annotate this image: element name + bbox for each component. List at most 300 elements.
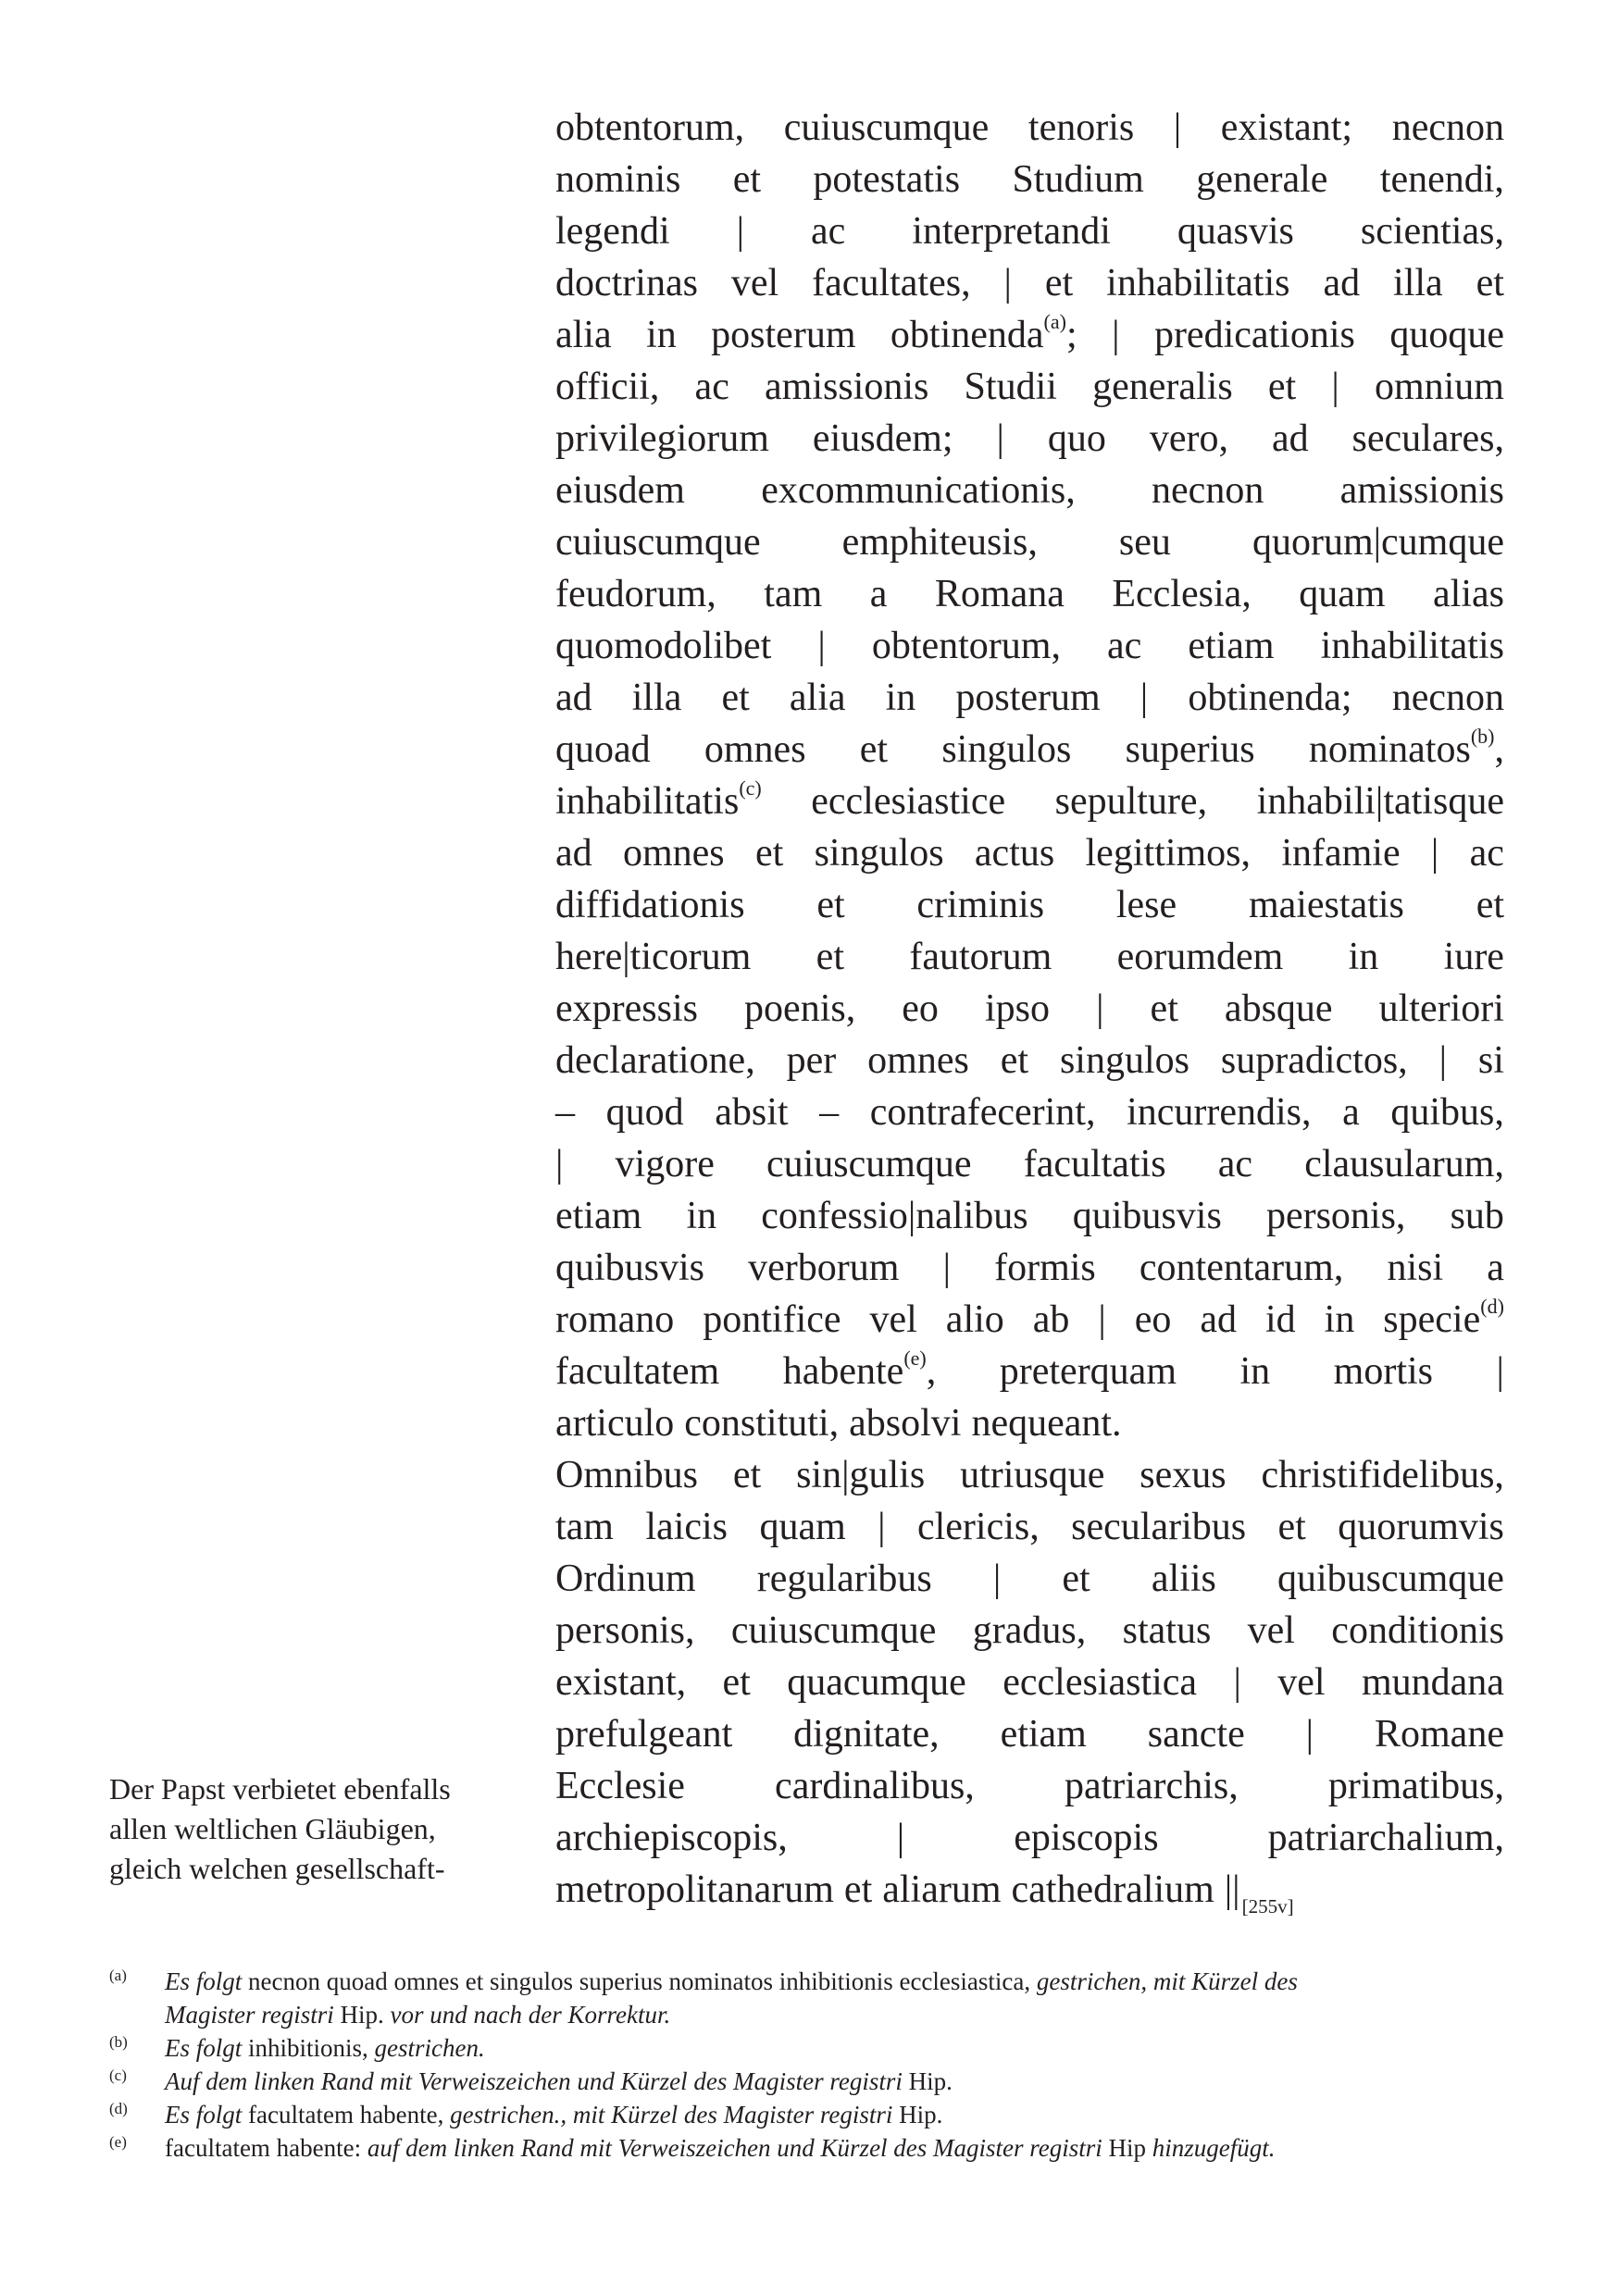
word: et — [816, 884, 845, 926]
word: a — [1487, 1247, 1504, 1289]
footnote — [109, 2098, 1526, 2131]
word: clausularum, — [1304, 1143, 1504, 1185]
word: Ordinum — [555, 1558, 696, 1600]
text-line — [555, 1760, 1504, 1812]
footnote-text: Es folgt — [165, 2101, 243, 2128]
word: legendi — [555, 210, 670, 253]
word: quam — [1299, 573, 1386, 615]
word: contentarum, — [1139, 1247, 1344, 1289]
word: necnon — [1152, 469, 1264, 512]
footnote-text: Hip. — [902, 2067, 953, 2095]
word: | — [878, 1506, 886, 1548]
footnote-marker: (a) — [1043, 310, 1066, 333]
word: vel — [730, 262, 779, 304]
word: Ecclesia, — [1112, 573, 1252, 615]
word: et — [732, 158, 762, 201]
word: lese — [1115, 884, 1177, 926]
text-line — [555, 1553, 1504, 1605]
word: confessio|nalibus — [761, 1195, 1028, 1237]
word: doctrinas — [555, 262, 698, 304]
word: | — [992, 1558, 1002, 1600]
word: illa — [631, 676, 682, 719]
word: Romana — [934, 573, 1065, 615]
word: et — [722, 1661, 751, 1704]
word: inhabilitatis — [1106, 262, 1290, 304]
word: quasvis — [1177, 210, 1294, 253]
word: sin|gulis — [796, 1454, 926, 1496]
word: cuiuscumque — [730, 1609, 937, 1652]
word: quibusvis — [1072, 1195, 1222, 1237]
text-line — [555, 309, 1504, 361]
word: vel — [869, 1298, 917, 1341]
word: vel — [1247, 1609, 1295, 1652]
footnote-text: Es folgt — [165, 2034, 243, 2062]
word: $||_{[255v]}$ — [1224, 1868, 1294, 1917]
word: formis — [994, 1247, 1096, 1289]
word: prefulgeant — [555, 1713, 733, 1756]
word: | — [1438, 1039, 1447, 1082]
word: ulteriori — [1378, 987, 1504, 1030]
word: sexus — [1140, 1454, 1227, 1496]
word: mortis — [1333, 1350, 1434, 1393]
footnote — [109, 2031, 1526, 2065]
word: facultates, — [812, 262, 971, 304]
word: | — [996, 417, 1004, 460]
folio-marker: [255v] — [1241, 1895, 1294, 1917]
word: et — [1044, 262, 1074, 304]
word: necnon — [1391, 676, 1504, 719]
word: obtinenda$^{(a)}$; — [890, 310, 1077, 356]
word: et — [859, 728, 889, 771]
word: quacumque — [787, 1661, 966, 1704]
word: expressis — [555, 987, 698, 1030]
footnote-text: Hip — [1102, 2134, 1152, 2162]
word: ad — [555, 832, 592, 875]
word: aliarum — [882, 1868, 1002, 1911]
word: quibuscumque — [1277, 1558, 1504, 1600]
word: quibusvis — [555, 1247, 705, 1289]
word: primatibus, — [1327, 1765, 1504, 1807]
word: et — [1062, 1558, 1090, 1600]
footnote-text: Hip. — [892, 2101, 943, 2128]
footnotes — [109, 1965, 1526, 2165]
word: emphiteusis, — [841, 521, 1038, 564]
word: aliis — [1151, 1558, 1216, 1600]
word: personis, — [1265, 1195, 1406, 1237]
word: quam — [759, 1506, 846, 1548]
word: cuiuscumque — [766, 1143, 972, 1185]
word: in — [1239, 1350, 1271, 1393]
word: incurrendis, — [1127, 1091, 1312, 1134]
word: quibus, — [1390, 1091, 1504, 1134]
word: et — [843, 1868, 873, 1911]
word: eiusdem — [555, 469, 685, 512]
word: articulo — [555, 1402, 675, 1445]
word: feudorum, — [555, 573, 716, 615]
text-line — [555, 1657, 1504, 1708]
word: ipso — [984, 987, 1050, 1030]
text-line — [555, 516, 1504, 568]
text-line — [555, 102, 1504, 154]
word: et — [1267, 366, 1297, 408]
word: Studii — [964, 366, 1057, 408]
footnote-marker: (b) — [1470, 725, 1495, 748]
word: in — [646, 314, 677, 356]
word: specie$^{(d)}$ — [1383, 1295, 1504, 1341]
word: quomodolibet — [555, 625, 772, 667]
word: etiam — [1188, 625, 1275, 667]
word: et — [721, 676, 750, 719]
word: habente$^{(e)}$, — [782, 1347, 937, 1393]
word: Studium — [1012, 158, 1144, 201]
word: dignitate, — [793, 1713, 940, 1756]
word: obtentorum, — [555, 106, 745, 149]
word: a — [869, 573, 888, 615]
word: seculares, — [1351, 417, 1504, 460]
word: amissionis — [1339, 469, 1504, 512]
word: here|ticorum — [555, 936, 752, 978]
word: omnium — [1374, 366, 1504, 408]
word: preterquam — [999, 1350, 1177, 1393]
footnote-text: facultatem habente, — [242, 2101, 451, 2128]
word: omnes — [622, 832, 725, 875]
word: ac — [1106, 625, 1142, 667]
footnote-mark: (d) — [109, 2100, 128, 2117]
word: – — [555, 1091, 575, 1134]
word: | — [817, 625, 826, 667]
word: facultatem — [555, 1350, 720, 1393]
footnote-text: gestrichen. — [374, 2034, 485, 2062]
margin-note-line: Der Papst verbietet ebenfalls — [109, 1772, 451, 1806]
text-line — [555, 1242, 1504, 1294]
footnote-marker: (e) — [903, 1347, 927, 1370]
word: regularibus — [756, 1558, 932, 1600]
word: alio — [945, 1298, 1004, 1341]
footnote-text: Magister registri — [165, 2001, 334, 2029]
word: quoad — [555, 728, 651, 771]
word: laicis — [645, 1506, 729, 1548]
word: infamie — [1281, 832, 1401, 875]
word: nominatos$^{(b)}$, — [1308, 725, 1504, 771]
word: per — [786, 1039, 837, 1082]
word: posterum — [711, 314, 856, 356]
word: fautorum — [909, 936, 1052, 978]
text-line — [555, 1708, 1504, 1760]
word: interpretandi — [912, 210, 1111, 253]
word: verborum — [748, 1247, 900, 1289]
word: personis, — [555, 1609, 695, 1652]
word: eo — [1134, 1298, 1172, 1341]
word: in — [885, 676, 916, 719]
word: patriarchalium, — [1267, 1817, 1504, 1859]
word: iure — [1443, 936, 1504, 978]
word: seu — [1118, 521, 1171, 564]
word: patriarchis, — [1064, 1765, 1239, 1807]
footnote-text: Auf dem linken Rand mit Verweiszeichen und Kürzel des Magister registri — [165, 2067, 903, 2095]
margin-note-line: allen weltlichen Gläubigen, — [109, 1812, 436, 1845]
word: declaratione, — [555, 1039, 755, 1082]
word: | — [1112, 314, 1120, 356]
text-line — [555, 1812, 1504, 1864]
footnote — [109, 2131, 1526, 2165]
word: | — [1096, 987, 1104, 1030]
word: | — [1173, 106, 1182, 149]
word: et — [1277, 1506, 1306, 1548]
word: necnon — [1391, 106, 1504, 149]
word: ac — [1469, 832, 1504, 875]
footnote-text: hinzugefügt. — [1152, 2134, 1276, 2162]
word: | — [1496, 1350, 1504, 1393]
footnote-mark: (a) — [109, 1967, 127, 1984]
word: sancte — [1147, 1713, 1245, 1756]
word: – — [819, 1091, 840, 1134]
word: vigore — [615, 1143, 715, 1185]
word: mundana — [1361, 1661, 1504, 1704]
word: constituti, — [684, 1402, 840, 1445]
text-line — [555, 776, 1504, 827]
word: inhabilitatis$^{(c)}$ — [555, 776, 762, 823]
word: predicationis — [1153, 314, 1355, 356]
word: sepulture, — [1054, 780, 1208, 823]
word: et — [1000, 1039, 1029, 1082]
word: ad — [555, 676, 592, 719]
footnote-mark: (e) — [109, 2133, 127, 2151]
footnote-text: auf dem linken Rand mit Verweiszeichen und Kürzel des Magister registri — [367, 2134, 1102, 2162]
word: pontifice — [703, 1298, 841, 1341]
word: eiusdem; — [812, 417, 953, 460]
word: singulos — [941, 728, 1072, 771]
word: supradictos, — [1220, 1039, 1408, 1082]
word: in — [686, 1195, 717, 1237]
word: | — [1233, 1661, 1241, 1704]
text-line — [555, 1138, 1504, 1190]
word: sub — [1450, 1195, 1504, 1237]
word: amissionis — [765, 366, 929, 408]
word: ad — [1323, 262, 1361, 304]
word: ac — [694, 366, 729, 408]
text-line — [555, 1190, 1504, 1242]
word: privilegiorum — [555, 417, 769, 460]
word: romano — [555, 1298, 675, 1341]
word: | — [942, 1247, 951, 1289]
text-line — [555, 568, 1504, 620]
word: quorumvis — [1338, 1506, 1504, 1548]
word: conditionis — [1331, 1609, 1504, 1652]
word: et — [1476, 884, 1504, 926]
word: id — [1265, 1298, 1296, 1341]
word: clericis, — [916, 1506, 1040, 1548]
text-line — [555, 1294, 1504, 1346]
word: criminis — [916, 884, 1045, 926]
word: utriusque — [960, 1454, 1105, 1496]
footnote-text: gestrichen, mit Kürzel des — [1036, 1967, 1298, 1995]
word: absolvi — [849, 1402, 962, 1445]
footnote-text: vor und nach der Korrektur. — [390, 2001, 671, 2029]
word: et — [1476, 262, 1504, 304]
word: nequeant. — [971, 1402, 1122, 1445]
word: secularibus — [1071, 1506, 1247, 1548]
text-line — [555, 1605, 1504, 1657]
word: excommunicationis, — [761, 469, 1076, 512]
word: quorum|cumque — [1252, 521, 1504, 564]
word: legittimos, — [1085, 832, 1252, 875]
word: existant; — [1220, 106, 1353, 149]
word: | — [1003, 262, 1012, 304]
footnote-text: Es folgt — [165, 1967, 243, 1995]
text-line — [555, 413, 1504, 465]
word: maiestatis — [1248, 884, 1404, 926]
word: generalis — [1092, 366, 1233, 408]
word: obtentorum, — [871, 625, 1061, 667]
word: ecclesiastice — [811, 780, 1006, 823]
word: gradus, — [972, 1609, 1087, 1652]
word: vero, — [1149, 417, 1228, 460]
word: generale — [1196, 158, 1328, 201]
text-line — [555, 1035, 1504, 1086]
text-line — [555, 983, 1504, 1035]
word: | — [1430, 832, 1439, 875]
word: ab — [1032, 1298, 1070, 1341]
word: quoque — [1389, 314, 1504, 356]
word: quod — [605, 1091, 684, 1134]
text-line — [555, 672, 1504, 724]
text-line — [555, 879, 1504, 931]
word: archiepiscopis, — [555, 1817, 788, 1859]
word: singulos — [814, 832, 944, 875]
word: vel — [1277, 1661, 1326, 1704]
word: singulos — [1059, 1039, 1189, 1082]
word: potestatis — [813, 158, 961, 201]
text-line — [555, 361, 1504, 413]
text-line — [555, 205, 1504, 257]
word: facultatis — [1023, 1143, 1166, 1185]
footnote-mark: (b) — [109, 2033, 128, 2051]
footnote-text: necnon quoad omnes et singulos superius nominatos inhibitionis ecclesiastica, — [242, 1967, 1037, 1995]
word: omnes — [867, 1039, 969, 1082]
word: inhabili|tatisque — [1256, 780, 1504, 823]
word: etiam — [555, 1195, 642, 1237]
text-line — [555, 724, 1504, 776]
word: cuiuscumque — [783, 106, 990, 149]
word: et — [1150, 987, 1178, 1030]
main-latin-text — [555, 102, 1504, 1916]
footnote — [109, 2065, 1526, 2098]
word: Romane — [1375, 1713, 1504, 1756]
word: tenoris — [1027, 106, 1135, 149]
word: christifidelibus, — [1261, 1454, 1504, 1496]
word: tenendi, — [1379, 158, 1504, 201]
word: alia — [555, 314, 612, 356]
word: etiam — [1000, 1713, 1087, 1756]
word: scientias, — [1360, 210, 1504, 253]
word: omnes — [704, 728, 806, 771]
word: diffidationis — [555, 884, 745, 926]
word: ac — [1217, 1143, 1253, 1185]
word: ecclesiastica — [1003, 1661, 1198, 1704]
footnote-text: inhibitionis, — [242, 2034, 375, 2062]
word: Ecclesie — [555, 1765, 685, 1807]
text-line — [555, 1501, 1504, 1553]
word: obtinenda; — [1188, 676, 1352, 719]
word: contrafecerint, — [869, 1091, 1096, 1134]
footnote-text: gestrichen., mit Kürzel des Magister registri — [450, 2101, 893, 2128]
word: superius — [1125, 728, 1255, 771]
footnote-text: facultatem habente: — [165, 2134, 367, 2162]
word: tam — [555, 1506, 614, 1548]
text-line — [555, 257, 1504, 309]
text-line — [555, 931, 1504, 983]
word: | — [1305, 1713, 1314, 1756]
text-line — [555, 1346, 1504, 1397]
word: inhabilitatis — [1320, 625, 1504, 667]
word: absit — [715, 1091, 789, 1134]
word: tam — [764, 573, 823, 615]
word: alias — [1433, 573, 1504, 615]
word: eorumdem — [1116, 936, 1284, 978]
word: episcopis — [1014, 1817, 1159, 1859]
word: nisi — [1387, 1247, 1444, 1289]
footnote-marker: (d) — [1480, 1295, 1504, 1318]
word: in — [1348, 936, 1379, 978]
word: illa — [1393, 262, 1443, 304]
word: status — [1122, 1609, 1212, 1652]
footnote — [109, 1965, 1526, 2031]
word: cuiuscumque — [555, 521, 761, 564]
word: eo — [902, 987, 939, 1030]
word: existant, — [555, 1661, 687, 1704]
word: | — [736, 210, 745, 253]
text-line — [555, 1864, 1504, 1916]
word: quo — [1047, 417, 1106, 460]
text-line — [555, 1086, 1504, 1138]
word: ad — [1200, 1298, 1238, 1341]
text-line — [555, 465, 1504, 516]
text-line — [555, 1449, 1504, 1501]
word: Omnibus — [555, 1454, 699, 1496]
text-line — [555, 620, 1504, 672]
word: | — [1098, 1298, 1106, 1341]
word: si — [1477, 1039, 1504, 1082]
word: alia — [789, 676, 846, 719]
word: et — [754, 832, 784, 875]
word: | — [1140, 676, 1149, 719]
margin-note-line: gleich welchen gesellschaft- — [109, 1852, 445, 1885]
footnote-marker: (c) — [739, 776, 762, 800]
footnote-text: Hip. — [333, 2001, 391, 2029]
text-line — [555, 154, 1504, 205]
word: et — [816, 936, 844, 978]
word: a — [1342, 1091, 1360, 1134]
word: | — [1331, 366, 1339, 408]
word: in — [1324, 1298, 1355, 1341]
word: | — [896, 1817, 905, 1859]
word: officii, — [555, 366, 660, 408]
word: | — [555, 1143, 564, 1185]
text-line — [555, 827, 1504, 879]
word: ac — [811, 210, 846, 253]
word: posterum — [955, 676, 1101, 719]
margin-note — [109, 1769, 517, 1889]
word: actus — [974, 832, 1055, 875]
word: metropolitanarum — [555, 1868, 834, 1911]
word: cardinalibus, — [775, 1765, 975, 1807]
word: et — [732, 1454, 762, 1496]
word: absque — [1224, 987, 1333, 1030]
text-line — [555, 1397, 1504, 1449]
footnote-mark: (c) — [109, 2066, 127, 2084]
word: ad — [1271, 417, 1309, 460]
word: poenis, — [744, 987, 856, 1030]
